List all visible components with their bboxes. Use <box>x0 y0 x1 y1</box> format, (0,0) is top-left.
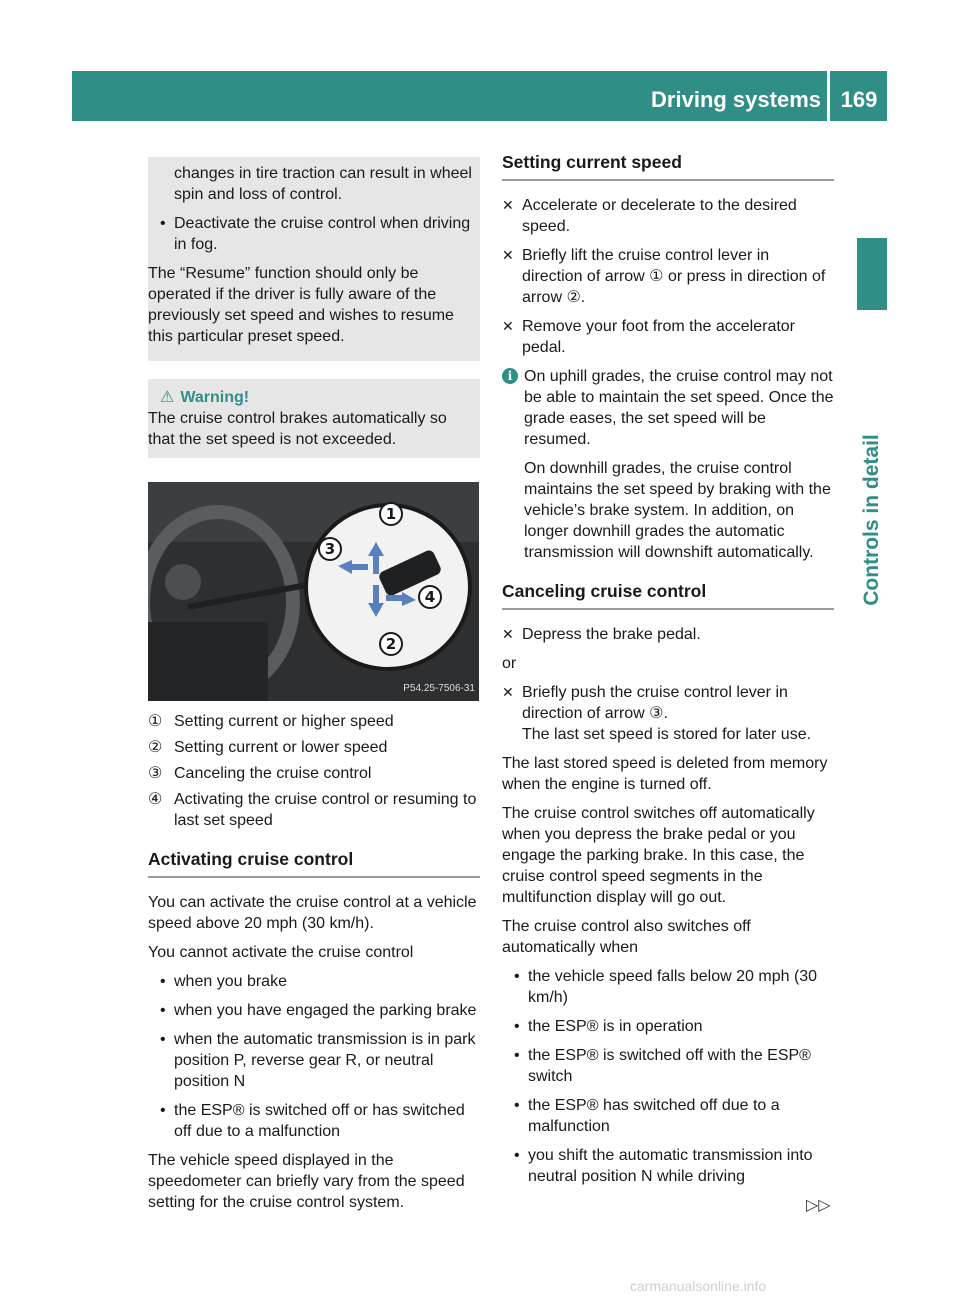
paragraph: The cruise control also switches off automatically when <box>502 918 751 956</box>
warning-title-row <box>148 387 472 408</box>
legend-text: Activating the cruise control or resuming to last set speed <box>174 791 477 829</box>
note-bullet: • Deactivate the cruise control when driving in fog. <box>160 215 471 253</box>
step-marker-icon: ✕ <box>502 626 514 642</box>
paragraph: The vehicle speed displayed in the speedometer can briefly vary from the speed setting for the cruise control system. <box>148 1152 465 1211</box>
warning-text: The cruise control brakes automatically so that the set speed is not exceeded. <box>148 410 447 448</box>
figure-code: P54.25-7506-31 <box>403 683 475 694</box>
legend-number: ① <box>148 713 163 730</box>
step-note: The last set speed is stored for later use. <box>522 726 812 743</box>
step-marker-icon: ✕ <box>502 247 514 263</box>
step-marker-icon: ✕ <box>502 318 514 334</box>
list-item-text: when you have engaged the parking brake <box>174 1002 477 1019</box>
list-item: • when you brake <box>160 973 287 990</box>
step-marker-icon: ✕ <box>502 684 514 700</box>
info-text: On downhill grades, the cruise control maintains the set speed by braking with the vehicle’s brake system. In addition, on longer downhill grades the automatic transmission will downshift automatically. <box>524 460 831 561</box>
list-item-text: when the automatic transmission is in park position P, reverse gear R, or neutral position N <box>174 1031 476 1090</box>
legend-text: Setting current or higher speed <box>174 713 394 730</box>
list-item-text: you shift the automatic transmission into neutral position N while driving <box>528 1147 813 1185</box>
legend-number: ② <box>148 739 163 756</box>
step-marker-icon: ✕ <box>502 197 514 213</box>
note-bullet-text: Deactivate the cruise control when driving in fog. <box>174 215 471 253</box>
heading-activating: Activating cruise control <box>148 849 480 878</box>
step-item <box>502 195 834 237</box>
heading-setting: Setting current speed <box>502 152 834 181</box>
section-title: Driving systems <box>651 87 821 112</box>
info-text: On uphill grades, the cruise control may not be able to maintain the set speed. Once the grade eases, the set speed will be resumed. <box>524 368 834 448</box>
list-item-text: the ESP® is switched off with the ESP® switch <box>528 1047 811 1085</box>
list-item: • you shift the automatic transmission into neutral position N while driving <box>514 1147 813 1185</box>
or-text: or <box>502 655 517 672</box>
list-item: • when the automatic transmission is in park position P, reverse gear R, or neutral position N <box>160 1031 476 1090</box>
info-note <box>502 366 834 563</box>
continue-icon: ▷▷ <box>806 1197 831 1214</box>
list-item: • the ESP® is switched off or has switched off due to a malfunction <box>160 1102 465 1140</box>
page-header <box>72 71 887 121</box>
legend-item <box>148 737 480 758</box>
legend-item <box>148 711 480 732</box>
warning-box <box>148 379 480 458</box>
list-item-text: the vehicle speed falls below 20 mph (30 km/h) <box>528 968 818 1006</box>
step-text: Remove your foot from the accelerator pedal. <box>522 318 796 356</box>
list-item-text: the ESP® is in operation <box>528 1018 703 1035</box>
step-item <box>502 624 834 645</box>
caution-continued <box>148 157 480 361</box>
note-text: changes in tire traction can result in wheel spin and loss of control. <box>174 165 472 203</box>
step-text: Briefly lift the cruise control lever in direction of arrow ① or press in direction of arrow ②. <box>522 247 826 306</box>
left-column <box>148 157 480 1221</box>
header-divider <box>827 71 830 121</box>
right-column <box>502 134 834 1195</box>
list-item: • the ESP® has switched off due to a malfunction <box>514 1097 780 1135</box>
list-item: • the vehicle speed falls below 20 mph (30 km/h) <box>514 968 818 1006</box>
legend-text: Canceling the cruise control <box>174 765 372 782</box>
legend-number: ④ <box>148 791 163 808</box>
step-item <box>502 682 834 745</box>
legend-text: Setting current or lower speed <box>174 739 388 756</box>
paragraph: You cannot activate the cruise control <box>148 944 414 961</box>
paragraph: The last stored speed is deleted from memory when the engine is turned off. <box>502 755 828 793</box>
list-item-text: when you brake <box>174 973 287 990</box>
footer-watermark: carmanualsonline.info <box>630 1278 767 1294</box>
paragraph: The cruise control switches off automatically when you depress the brake pedal or you engage the parking brake. In this case, the cruise control speed segments in the multifunction display will go out. <box>502 805 815 906</box>
list-item-text: the ESP® has switched off due to a malfunction <box>528 1097 780 1135</box>
cruise-control-figure <box>148 482 479 701</box>
note-paragraph: The “Resume” function should only be operated if the driver is fully aware of the previously set speed and wishes to resume this particular preset speed. <box>148 265 454 345</box>
side-tab <box>857 238 887 310</box>
list-item: • when you have engaged the parking brake <box>160 1002 477 1019</box>
figure-illustration <box>148 482 479 701</box>
heading-canceling: Canceling cruise control <box>502 581 834 610</box>
list-item: • the ESP® is switched off with the ESP® switch <box>514 1047 811 1085</box>
step-item <box>502 245 834 308</box>
step-item <box>502 316 834 358</box>
svg-text:1: 1 <box>385 505 397 523</box>
step-text: Accelerate or decelerate to the desired speed. <box>522 197 797 235</box>
svg-text:2: 2 <box>385 635 397 653</box>
list-item-text: the ESP® is switched off or has switched off due to a malfunction <box>174 1102 465 1140</box>
warning-triangle-icon: ⚠ <box>160 389 175 406</box>
step-text: Briefly push the cruise control lever in direction of arrow ③. <box>522 684 788 722</box>
paragraph: You can activate the cruise control at a vehicle speed above 20 mph (30 km/h). <box>148 894 477 932</box>
step-text: Depress the brake pedal. <box>522 626 701 643</box>
list-item: • the ESP® is in operation <box>514 1018 703 1035</box>
legend-number: ③ <box>148 765 163 782</box>
info-icon: i <box>502 368 518 384</box>
side-label: Controls in detail <box>860 434 883 606</box>
legend-item <box>148 763 480 784</box>
svg-text:3: 3 <box>324 540 336 558</box>
legend-item <box>148 789 480 831</box>
page-number: 169 <box>840 87 878 112</box>
warning-title: Warning! <box>180 389 250 406</box>
svg-text:4: 4 <box>424 588 436 606</box>
